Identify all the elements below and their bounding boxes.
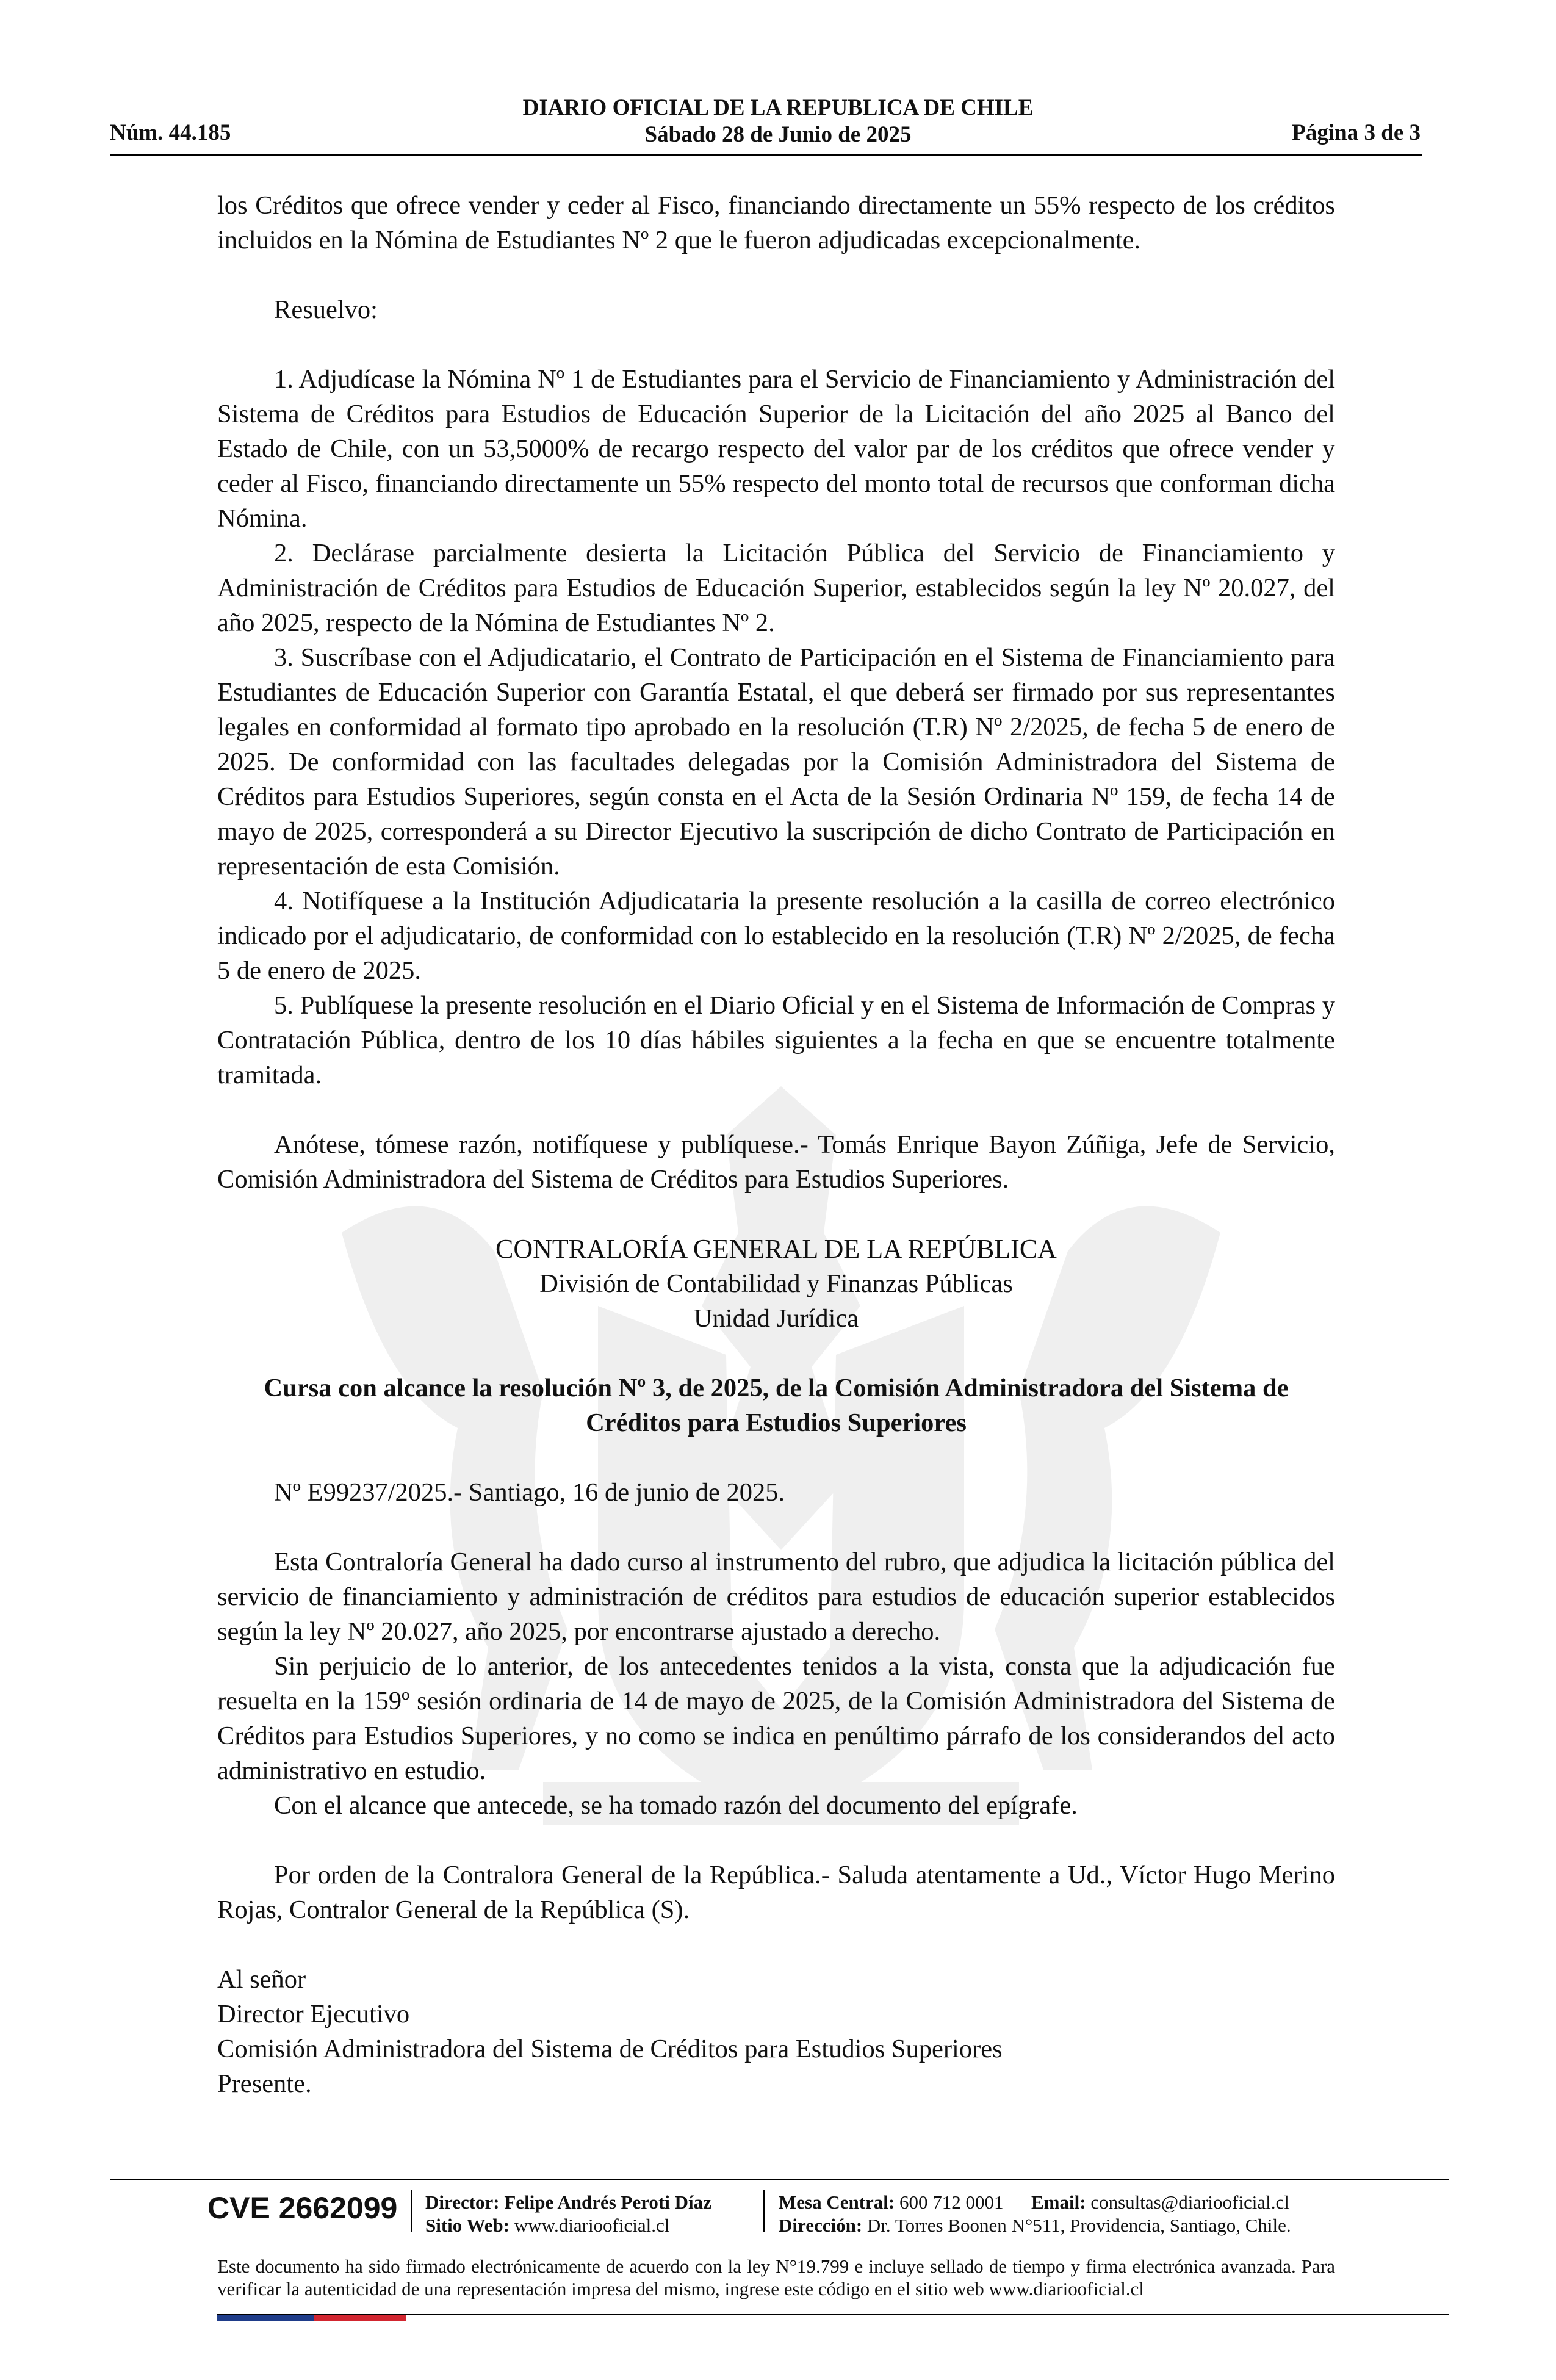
flag-blue-stripe — [217, 2315, 314, 2321]
resolution-item-4: 4. Notifíquese a la Institución Adjudicataria la presente resolución a la casilla de correo electrónico indicado por el adjudicatario, de conformidad con lo establecido en la resolución (T.R) Nº 2/2025, de fecha 5 de enero de 2025. — [217, 887, 1335, 985]
footer-note: Este documento ha sido firmado electrónicamente de acuerdo con la ley N°19.799 e incluye sellado de tiempo y firma electrónica avanzada. Para verificar la autenticidad de una representación impresa del mismo, ingrese este código en el sitio web www.diariooficial.cl — [217, 2256, 1335, 2299]
email-label: Email: — [1031, 2191, 1086, 2213]
phone-number: 600 712 0001 — [899, 2191, 1004, 2213]
resolution-item-5: 5. Publíquese la presente resolución en el Diario Oficial y en el Sistema de Información de Compras y Contratación Pública, dentro de los 10 días hábiles siguientes a la fecha en que se encuentre totalmente tramitada. — [217, 991, 1335, 1089]
resolution-item-2: 2. Declárase parcialmente desierta la Licitación Pública del Servicio de Financiamiento y Administración de Créditos para Estudios de Educación Superior, establecidos según la ley Nº 20.027, del año 2025, respecto de la Nómina de Estudiantes Nº 2. — [217, 539, 1335, 637]
phone-label: Mesa Central: — [779, 2191, 895, 2213]
footer-separator — [763, 2190, 765, 2232]
addressee-line-2: Director Ejecutivo — [217, 2000, 410, 2028]
resolution-item-3: 3. Suscríbase con el Adjudicatario, el Contrato de Participación en el Sistema de Financiamiento para Estudiantes de Educación Superior con Garantía Estatal, el que deberá ser firmado por sus representantes legales en conformidad al formato tipo aprobado en la resolución (T.R) Nº 2/2025, de fecha 5 de enero de 2025. De conformidad con las facultades delegadas por la Comisión Administradora del Sistema de Créditos para Estudios Superiores, según consta en el Acta de la Sesión Ordinaria Nº 159, de fecha 14 de mayo de 2025, corresponderá a su Director Ejecutivo la suscripción de dicho Contrato de Participación en representación de esta Comisión. — [217, 643, 1335, 881]
org-unit: Unidad Jurídica — [693, 1304, 859, 1333]
cve-code: CVE 2662099 — [207, 2191, 398, 2225]
signature-paragraph: Por orden de la Contralora General de la República.- Saluda atentamente a Ud., Víctor Hugo Merino Rojas, Contralor General de la República (S). — [217, 1861, 1335, 1924]
resuelvo-heading: Resuelvo: — [274, 295, 378, 324]
contraloria-paragraph-3: Con el alcance que antecede, se ha tomado razón del documento del epígrafe. — [274, 1791, 1078, 1820]
issue-number: Núm. 44.185 — [110, 120, 231, 145]
newspaper-title: DIARIO OFICIAL DE LA REPUBLICA DE CHILE — [522, 95, 1034, 120]
document-body — [217, 188, 1335, 2101]
website-label: Sitio Web: — [425, 2215, 510, 2236]
director-line — [425, 2191, 711, 2214]
addressee-line-4: Presente. — [217, 2069, 312, 2098]
contraloria-paragraph-2: Sin perjuicio de lo anterior, de los antecedentes tenidos a la vista, consta que la adjudicación fue resuelta en la 159º sesión ordinaria de 14 de mayo de 2025, de la Comisión Administradora del Sistema de Créditos para Estudios Superiores, y no como se indica en penúltimo párrafo de los considerandos del acto administrativo en estudio. — [217, 1652, 1335, 1785]
director-label: Director: — [425, 2191, 500, 2213]
email-link[interactable]: consultas@diariooficial.cl — [1090, 2191, 1289, 2213]
director-name: Felipe Andrés Peroti Díaz — [504, 2191, 711, 2213]
org-name: CONTRALORÍA GENERAL DE LA REPÚBLICA — [495, 1234, 1057, 1264]
header-divider — [110, 154, 1422, 156]
page-number: Página 3 de 3 — [1292, 120, 1421, 145]
website-line — [425, 2214, 669, 2237]
closing-paragraph: Anótese, tómese razón, notifíquese y publíquese.- Tomás Enrique Bayon Zúñiga, Jefe de Servicio, Comisión Administradora del Sistema de Créditos para Estudios Superiores. — [217, 1130, 1335, 1194]
footer-separator — [411, 2190, 412, 2232]
addressee-line-3: Comisión Administradora del Sistema de Créditos para Estudios Superiores — [217, 2035, 1003, 2063]
contact-line — [779, 2191, 1289, 2214]
reference-line: Nº E99237/2025.- Santiago, 16 de junio de 2025. — [274, 1478, 785, 1507]
website-link[interactable]: www.diariooficial.cl — [514, 2215, 670, 2236]
addressee-line-1: Al señor — [217, 1965, 306, 1994]
org-division: División de Contabilidad y Finanzas Públicas — [539, 1269, 1013, 1298]
flag-red-stripe — [314, 2315, 406, 2321]
address-text: Dr. Torres Boonen N°511, Providencia, Santiago, Chile. — [866, 2215, 1291, 2236]
footer-divider-top — [110, 2179, 1449, 2180]
intro-paragraph: los Créditos que ofrece vender y ceder al Fisco, financiando directamente un 55% respecto de los créditos incluidos en la Nómina de Estudiantes Nº 2 que le fueron adjudicadas excepcionalmente. — [217, 191, 1335, 254]
contraloria-paragraph-1: Esta Contraloría General ha dado curso al instrumento del rubro, que adjudica la licitación pública del servicio de financiamiento y administración de créditos para estudios de educación superior establecidos según la ley Nº 20.027, año 2025, por encontrarse ajustado a derecho. — [217, 1548, 1335, 1646]
address-label: Dirección: — [779, 2215, 863, 2236]
address-line — [779, 2214, 1291, 2237]
resolution-item-1: 1. Adjudícase la Nómina Nº 1 de Estudiantes para el Servicio de Financiamiento y Administración del Sistema de Créditos para Estudios de Educación Superior de la Licitación del año 2025 al Banco del Estado de Chile, con un 53,5000% de recargo respecto del valor par de los créditos que ofrece vender y ceder al Fisco, financiando directamente un 55% respecto del monto total de recursos que conforman dicha Nómina. — [217, 365, 1335, 533]
section-heading: Cursa con alcance la resolución Nº 3, de 2025, de la Comisión Administradora del Sistema de Créditos para Estudios Superiores — [264, 1374, 1289, 1437]
issue-date: Sábado 28 de Junio de 2025 — [644, 122, 912, 147]
